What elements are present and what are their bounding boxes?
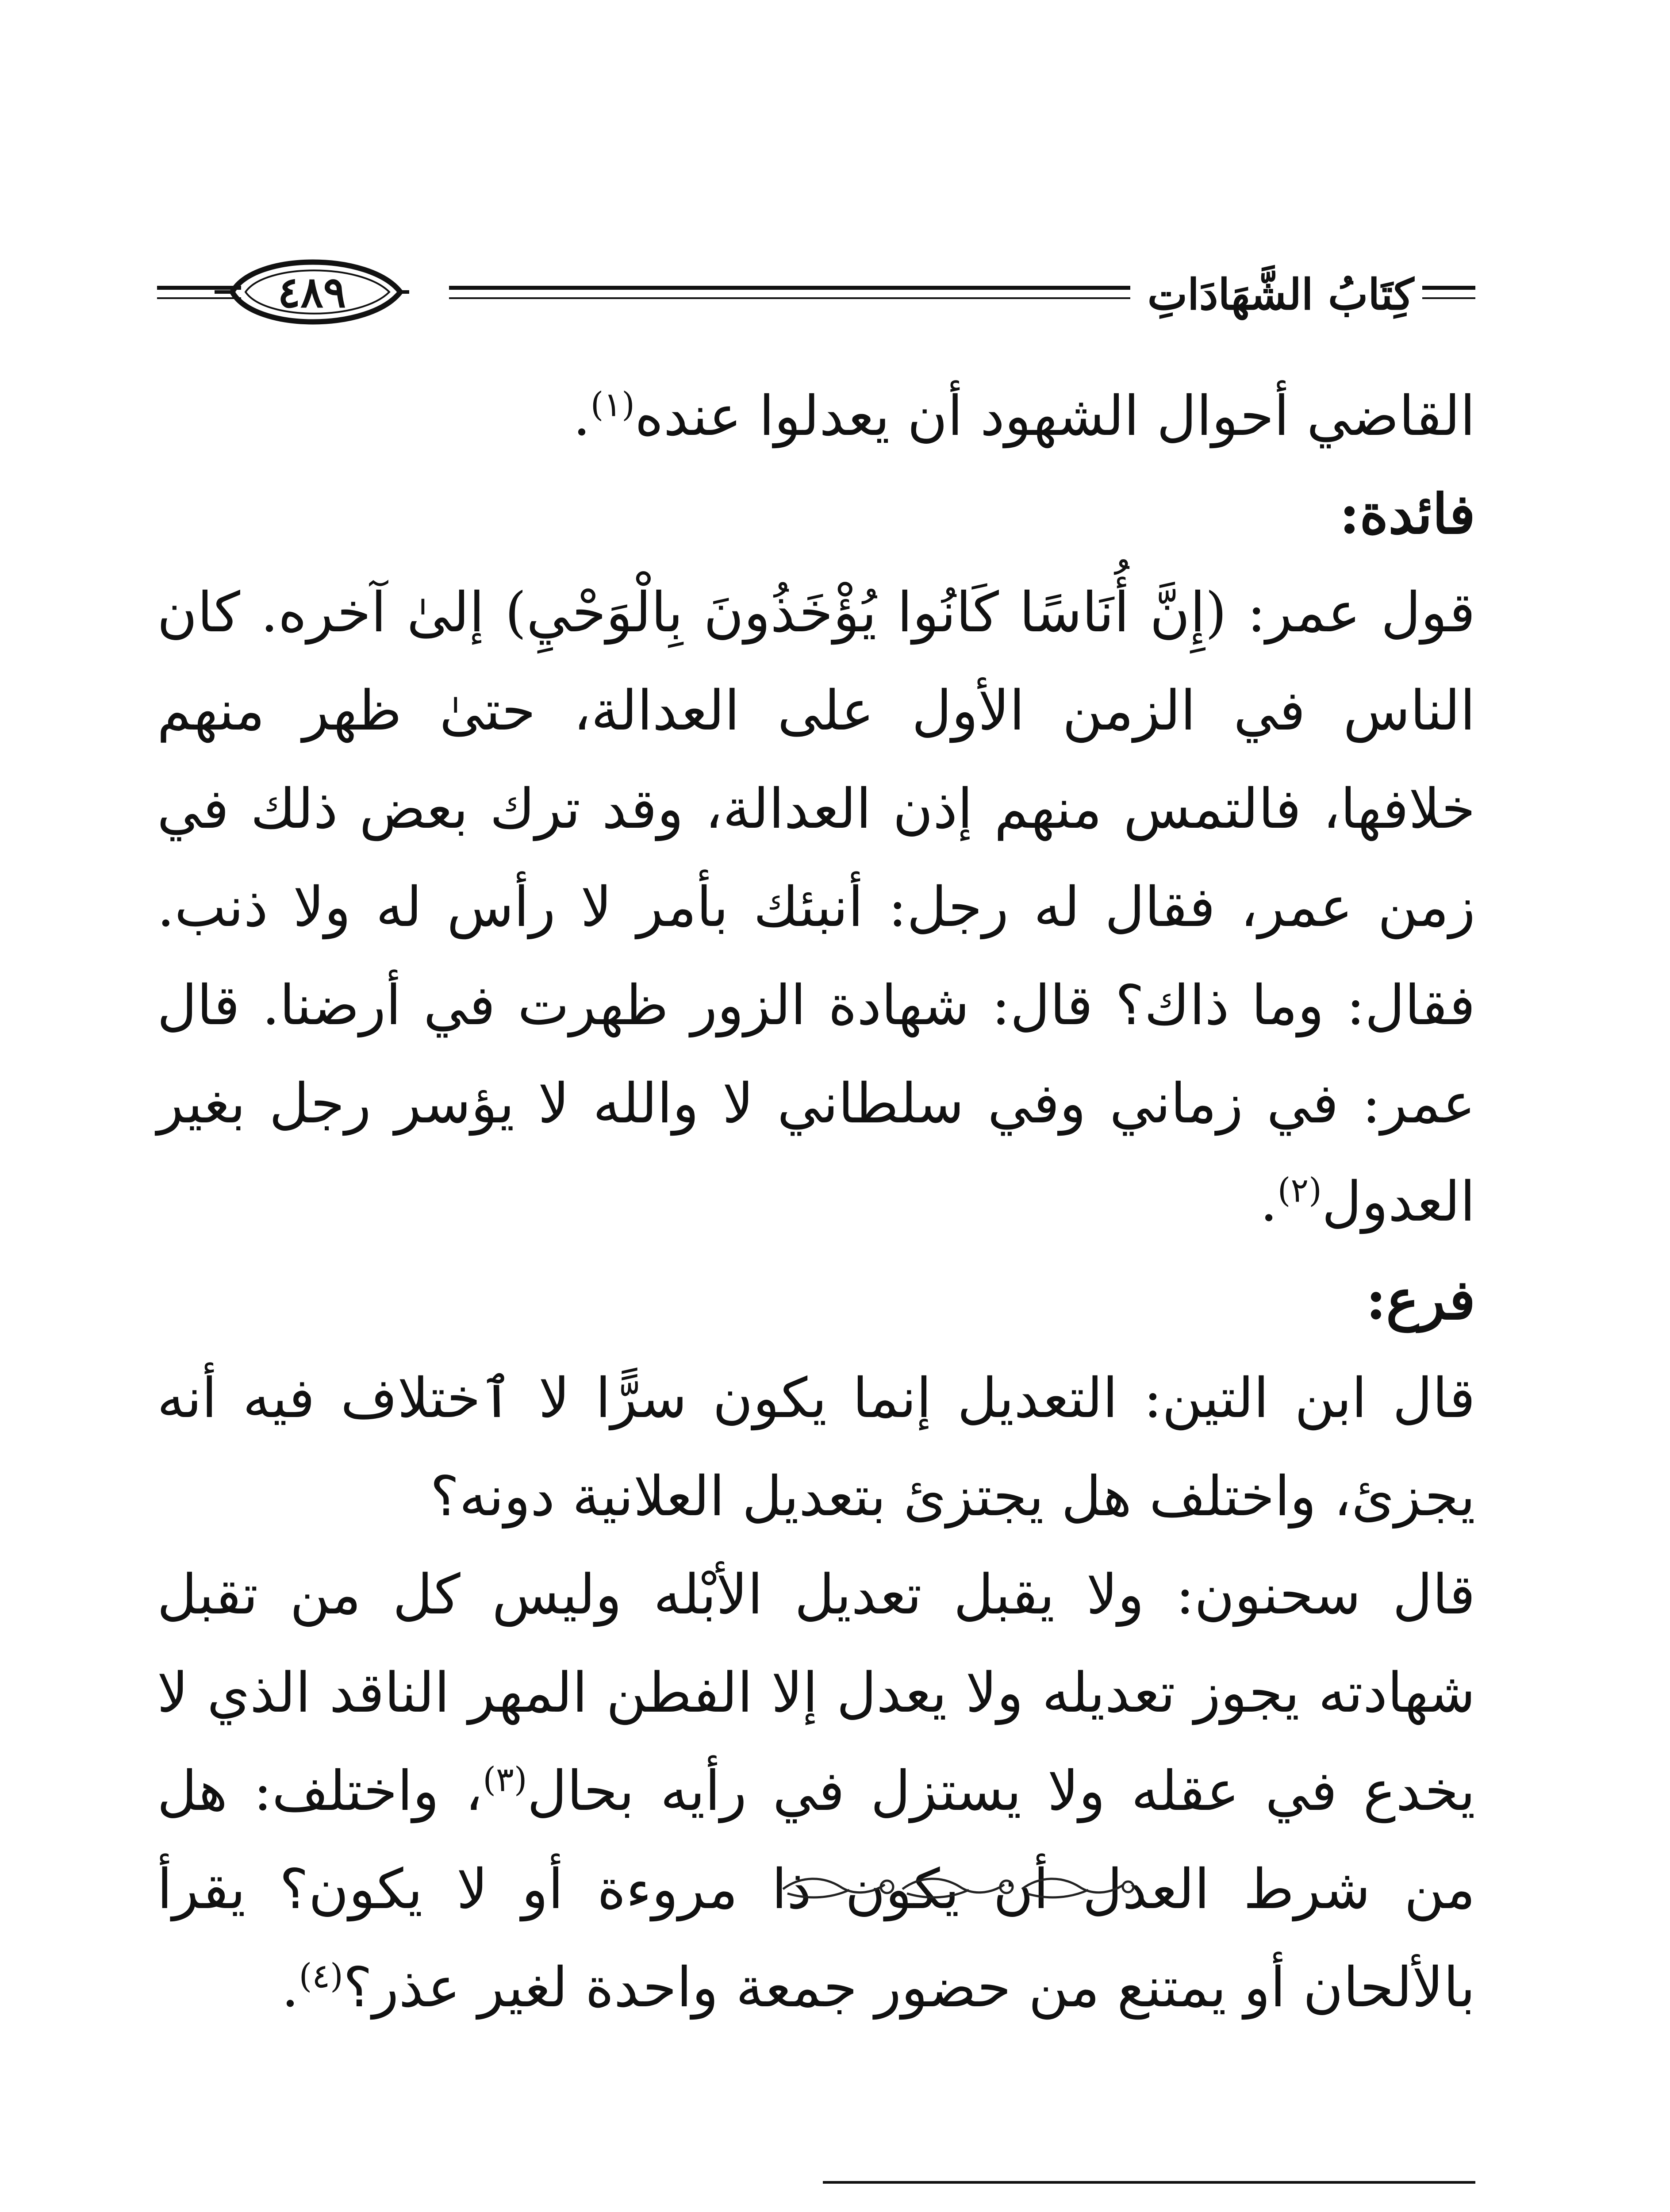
paragraph-1-text: القاضي أحوال الشهود أن يعدلوا عنده bbox=[634, 384, 1475, 448]
paragraph-2-end: . bbox=[1260, 1170, 1278, 1234]
footnote-ref-4[interactable]: (٤) bbox=[299, 1956, 343, 1996]
header-rule-right-thin bbox=[1422, 297, 1475, 299]
footnote-1-number bbox=[1387, 2208, 1475, 2212]
paragraph-4-text-a: قال سحنون: ولا يقبل تعديل الأبْله وليس كل من تقبل شهادته يجوز تعديله ولا يعدل إلا الفطن المهر الناقد الذي لا يخدع في عقله ولا يستزل في رأيه بحال bbox=[157, 1563, 1475, 1823]
page-number: ٤٨٩ bbox=[277, 267, 346, 317]
footnote-ref-2[interactable]: (٢) bbox=[1277, 1170, 1322, 1210]
footnote-ref-3[interactable]: (٣) bbox=[483, 1759, 527, 1799]
paragraph-4 bbox=[157, 1546, 1475, 2037]
paragraph-3: قال ابن التين: التعديل إنما يكون سرًّا لا ٱختلاف فيه أنه يجزئ، واختلف هل يجتزئ بتعديل العلانية دونه؟ bbox=[157, 1367, 1475, 1528]
paragraph-4-end: . bbox=[281, 1956, 299, 2020]
paragraph-2-text: قول عمر: (إِنَّ أُنَاسًا كَانُوا يُؤْخَذُونَ بِالْوَحْيِ) إلىٰ آخره. كان الناس في الزمن الأول على العدالة، حتىٰ ظهر منهم خلافها، فالتمس منهم إذن العدالة، وقد ترك بعض ذلك في زمن عمر، فقال له رجل: أنبئك بأمر لا رأس له ولا ذنب. فقال: وما ذاك؟ قال: شهادة الزور ظهرت في أرضنا. قال عمر: في زماني وفي سلطاني لا والله لا يؤسر رجل بغير العدول bbox=[157, 581, 1475, 1234]
paragraph-1-end: . bbox=[573, 384, 591, 448]
header-rule-middle bbox=[449, 286, 1130, 290]
header-rule-right bbox=[1422, 286, 1475, 290]
paragraph-2 bbox=[157, 564, 1475, 1251]
footnote-1-text bbox=[157, 2208, 1387, 2212]
footnote-ref-1[interactable]: (١) bbox=[590, 384, 635, 424]
header-rule-middle-thin bbox=[449, 297, 1130, 299]
footnote-separator bbox=[823, 2181, 1475, 2184]
paragraph-4-text-b: ، واختلف: هل من شرط العدل أن يكون ذا مروءة أو لا يكون؟ يقرأ بالألحان أو يمتنع من حضور جمعة واحدة لغير عذر؟ bbox=[157, 1759, 1475, 2020]
section-divider-ornament bbox=[774, 1867, 1137, 1907]
page-header bbox=[157, 248, 1475, 336]
section-heading-faida: فائدة: bbox=[1339, 482, 1475, 546]
footnote-1 bbox=[157, 2208, 1475, 2212]
main-text bbox=[157, 367, 1475, 2037]
running-title: كِتَابُ الشَّهَادَاتِ bbox=[1147, 269, 1414, 319]
section-heading-far: فرع: bbox=[1366, 1268, 1475, 1332]
paragraph-1 bbox=[157, 367, 1475, 465]
footnotes bbox=[157, 2208, 1475, 2212]
